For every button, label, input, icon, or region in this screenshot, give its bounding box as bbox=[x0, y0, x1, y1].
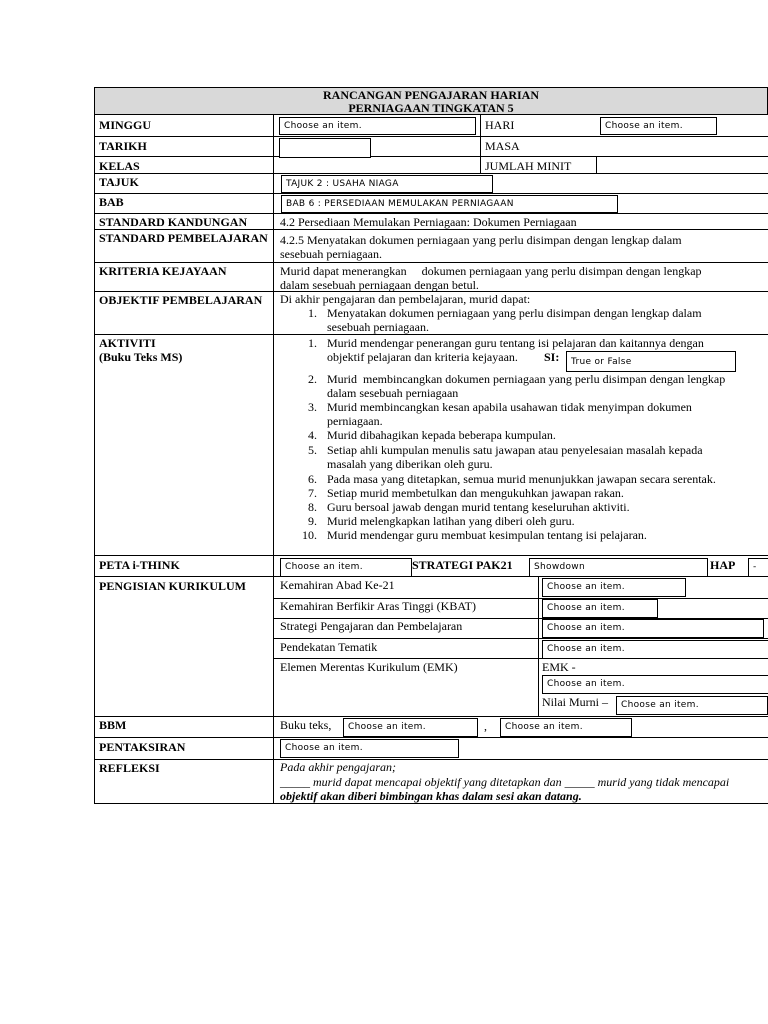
abad21-select[interactable]: Choose an item. bbox=[542, 578, 686, 597]
row-divider bbox=[94, 193, 768, 194]
emk-prefix: EMK - bbox=[542, 660, 576, 674]
label-bab: BAB bbox=[99, 195, 124, 209]
row-divider bbox=[94, 156, 768, 157]
minggu-select[interactable]: Choose an item. bbox=[279, 117, 476, 135]
objektif-line1: Menyatakan dokumen perniagaan yang perlu disimpan dengan lengkap dalam bbox=[327, 306, 702, 320]
pengisian-abad21: Kemahiran Abad Ke-21 bbox=[280, 578, 395, 592]
label-hap: HAP bbox=[710, 558, 736, 572]
aktiviti-number: 1. bbox=[308, 336, 317, 350]
emk-select[interactable]: Choose an item. bbox=[542, 675, 768, 694]
aktiviti-number: 5. bbox=[308, 443, 317, 457]
aktiviti-item-text: Murid membincangkan dokumen perniagaan yang perlu disimpan dengan lengkap bbox=[327, 372, 726, 386]
hap-field[interactable]: - bbox=[748, 558, 768, 577]
row-divider bbox=[94, 334, 768, 335]
bbm-separator: , bbox=[484, 719, 487, 733]
aktiviti-number: 2. bbox=[308, 372, 317, 386]
si-true-false-select[interactable]: True or False bbox=[566, 351, 736, 372]
row-divider bbox=[94, 213, 768, 214]
label-tarikh: TARIKH bbox=[99, 139, 147, 153]
bab-field[interactable]: BAB 6 : PERSEDIAAN MEMULAKAN PERNIAGAAN bbox=[281, 195, 618, 213]
aktiviti-item-text: Murid mendengar penerangan guru tentang isi pelajaran dan kaitannya dengan bbox=[327, 336, 704, 350]
aktiviti-item-text: Guru bersoal jawab dengan murid tentang keseluruhan aktiviti. bbox=[327, 500, 630, 514]
row-divider bbox=[94, 716, 768, 717]
row-divider bbox=[94, 173, 768, 174]
label-tajuk: TAJUK bbox=[99, 175, 139, 189]
label-peta-ithink: PETA i-THINK bbox=[99, 558, 180, 572]
label-bbm: BBM bbox=[99, 718, 127, 732]
label-strategi-pak21: STRATEGI PAK21 bbox=[412, 558, 513, 572]
objektif-intro: Di akhir pengajaran dan pembelajaran, murid dapat: bbox=[280, 292, 531, 306]
label-jumlah-minit: JUMLAH MINIT bbox=[485, 159, 572, 173]
strategi-pdp-select[interactable]: Choose an item. bbox=[542, 619, 764, 638]
kriteria-line2: dalam sesebuah perniagaan dengan betul. bbox=[280, 278, 479, 292]
aktiviti-item-text: Setiap murid membetulkan dan mengukuhkan jawapan rakan. bbox=[327, 486, 624, 500]
aktiviti-item-text: dalam sesebuah perniagaan bbox=[327, 386, 459, 400]
pengisian-tematik: Pendekatan Tematik bbox=[280, 640, 378, 654]
row-divider bbox=[94, 136, 768, 137]
peta-ithink-select[interactable]: Choose an item. bbox=[280, 558, 412, 577]
kbat-select[interactable]: Choose an item. bbox=[542, 599, 658, 618]
refleksi-line2: _____ murid dapat mencapai objektif yang ditetapkan dan _____ murid yang tidak mencapai bbox=[280, 775, 730, 789]
aktiviti-item-text: Murid melengkapkan latihan yang diberi oleh guru. bbox=[327, 514, 575, 528]
label-refleksi: REFLEKSI bbox=[99, 761, 160, 775]
aktiviti-number: 7. bbox=[308, 486, 317, 500]
tajuk-field[interactable]: TAJUK 2 : USAHA NIAGA bbox=[281, 175, 493, 193]
label-kelas: KELAS bbox=[99, 159, 140, 173]
row-divider bbox=[94, 759, 768, 760]
aktiviti-item-text: Murid mendengar guru membuat kesimpulan tentang isi pelajaran. bbox=[327, 528, 647, 542]
pengisian-kbat: Kemahiran Berfikir Aras Tinggi (KBAT) bbox=[280, 599, 476, 613]
plan-subtitle: PERNIAGAAN TINGKATAN 5 bbox=[348, 101, 514, 115]
row-divider bbox=[94, 737, 768, 738]
hari-select[interactable]: Choose an item. bbox=[600, 117, 717, 135]
label-hari: HARI bbox=[485, 118, 515, 132]
aktiviti-number: 8. bbox=[308, 500, 317, 514]
tematik-select[interactable]: Choose an item. bbox=[542, 640, 768, 659]
label-standard-kandungan: STANDARD KANDUNGAN bbox=[99, 215, 248, 229]
pentaksiran-select[interactable]: Choose an item. bbox=[280, 739, 459, 758]
kriteria-line1: Murid dapat menerangkan dokumen perniagaan yang perlu disimpan dengan lengkap bbox=[280, 264, 702, 278]
aktiviti-item-text: Pada masa yang ditetapkan, semua murid menunjukkan jawapan secara serentak. bbox=[327, 472, 716, 486]
bbm-prefix: Buku teks, bbox=[280, 718, 332, 732]
label-minggu: MINGGU bbox=[99, 118, 151, 132]
column-divider bbox=[480, 115, 481, 173]
aktiviti-item-text: masalah yang diberikan oleh guru. bbox=[327, 457, 493, 471]
table-border-left bbox=[94, 115, 95, 803]
label-aktiviti: AKTIVITI bbox=[99, 336, 156, 350]
aktiviti-item-text: perniagaan. bbox=[327, 414, 383, 428]
nilai-murni-select[interactable]: Choose an item. bbox=[616, 696, 768, 715]
row-divider bbox=[273, 638, 768, 639]
label-masa: MASA bbox=[485, 139, 520, 153]
plan-header bbox=[94, 87, 768, 115]
nilai-murni-prefix: Nilai Murni – bbox=[542, 695, 608, 709]
bbm-select-2[interactable]: Choose an item. bbox=[500, 718, 632, 737]
si-label: SI: bbox=[544, 350, 560, 364]
objektif-line2: sesebuah perniagaan. bbox=[327, 320, 429, 334]
standard-pembelajaran-line2: sesebuah perniagaan. bbox=[280, 247, 382, 261]
aktiviti-number: 6. bbox=[308, 472, 317, 486]
aktiviti-item-text: objektif pelajaran dan kriteria kejayaan. bbox=[327, 350, 518, 364]
aktiviti-item-text: Murid membincangkan kesan apabila usahawan tidak menyimpan dokumen bbox=[327, 400, 692, 414]
label-pentaksiran: PENTAKSIRAN bbox=[99, 740, 186, 754]
aktiviti-number: 3. bbox=[308, 400, 317, 414]
row-divider bbox=[94, 229, 768, 230]
standard-pembelajaran-line1: 4.2.5 Menyatakan dokumen perniagaan yang perlu disimpan dengan lengkap dalam bbox=[280, 233, 682, 247]
pengisian-emk: Elemen Merentas Kurikulum (EMK) bbox=[280, 660, 458, 674]
aktiviti-item-text: Murid dibahagikan kepada beberapa kumpulan. bbox=[327, 428, 556, 442]
label-kriteria-kejayaan: KRITERIA KEJAYAAN bbox=[99, 264, 227, 278]
refleksi-line1: Pada akhir pengajaran; bbox=[280, 760, 396, 774]
label-pengisian-kurikulum: PENGISIAN KURIKULUM bbox=[99, 579, 247, 593]
label-objektif-pembelajaran: OBJEKTIF PEMBELAJARAN bbox=[99, 293, 263, 307]
row-divider bbox=[94, 803, 768, 804]
aktiviti-item-text: Setiap ahli kumpulan menulis satu jawapan atau penyelesaian masalah kepada bbox=[327, 443, 703, 457]
bbm-select-1[interactable]: Choose an item. bbox=[343, 718, 478, 737]
row-divider bbox=[94, 262, 768, 263]
objektif-number: 1. bbox=[308, 306, 317, 320]
standard-kandungan-text: 4.2 Persediaan Memulakan Perniagaan: Dokumen Perniagaan bbox=[280, 215, 577, 229]
label-standard-pembelajaran: STANDARD PEMBELAJARAN bbox=[99, 231, 268, 245]
column-divider bbox=[596, 156, 597, 173]
plan-title: RANCANGAN PENGAJARAN HARIAN bbox=[323, 88, 539, 102]
aktiviti-number: 4. bbox=[308, 428, 317, 442]
row-divider bbox=[94, 555, 768, 556]
aktiviti-number: 9. bbox=[308, 514, 317, 528]
column-divider bbox=[538, 576, 539, 716]
refleksi-line3: objektif akan diberi bimbingan khas dalam sesi akan datang. bbox=[280, 789, 582, 803]
strategi-pak21-select[interactable]: Showdown bbox=[529, 558, 708, 577]
pengisian-strategi: Strategi Pengajaran dan Pembelajaran bbox=[280, 619, 463, 633]
label-buku-teks: (Buku Teks MS) bbox=[99, 350, 183, 364]
aktiviti-number: 10. bbox=[302, 528, 317, 542]
table-column-divider bbox=[273, 115, 274, 803]
tarikh-field[interactable] bbox=[279, 138, 371, 158]
